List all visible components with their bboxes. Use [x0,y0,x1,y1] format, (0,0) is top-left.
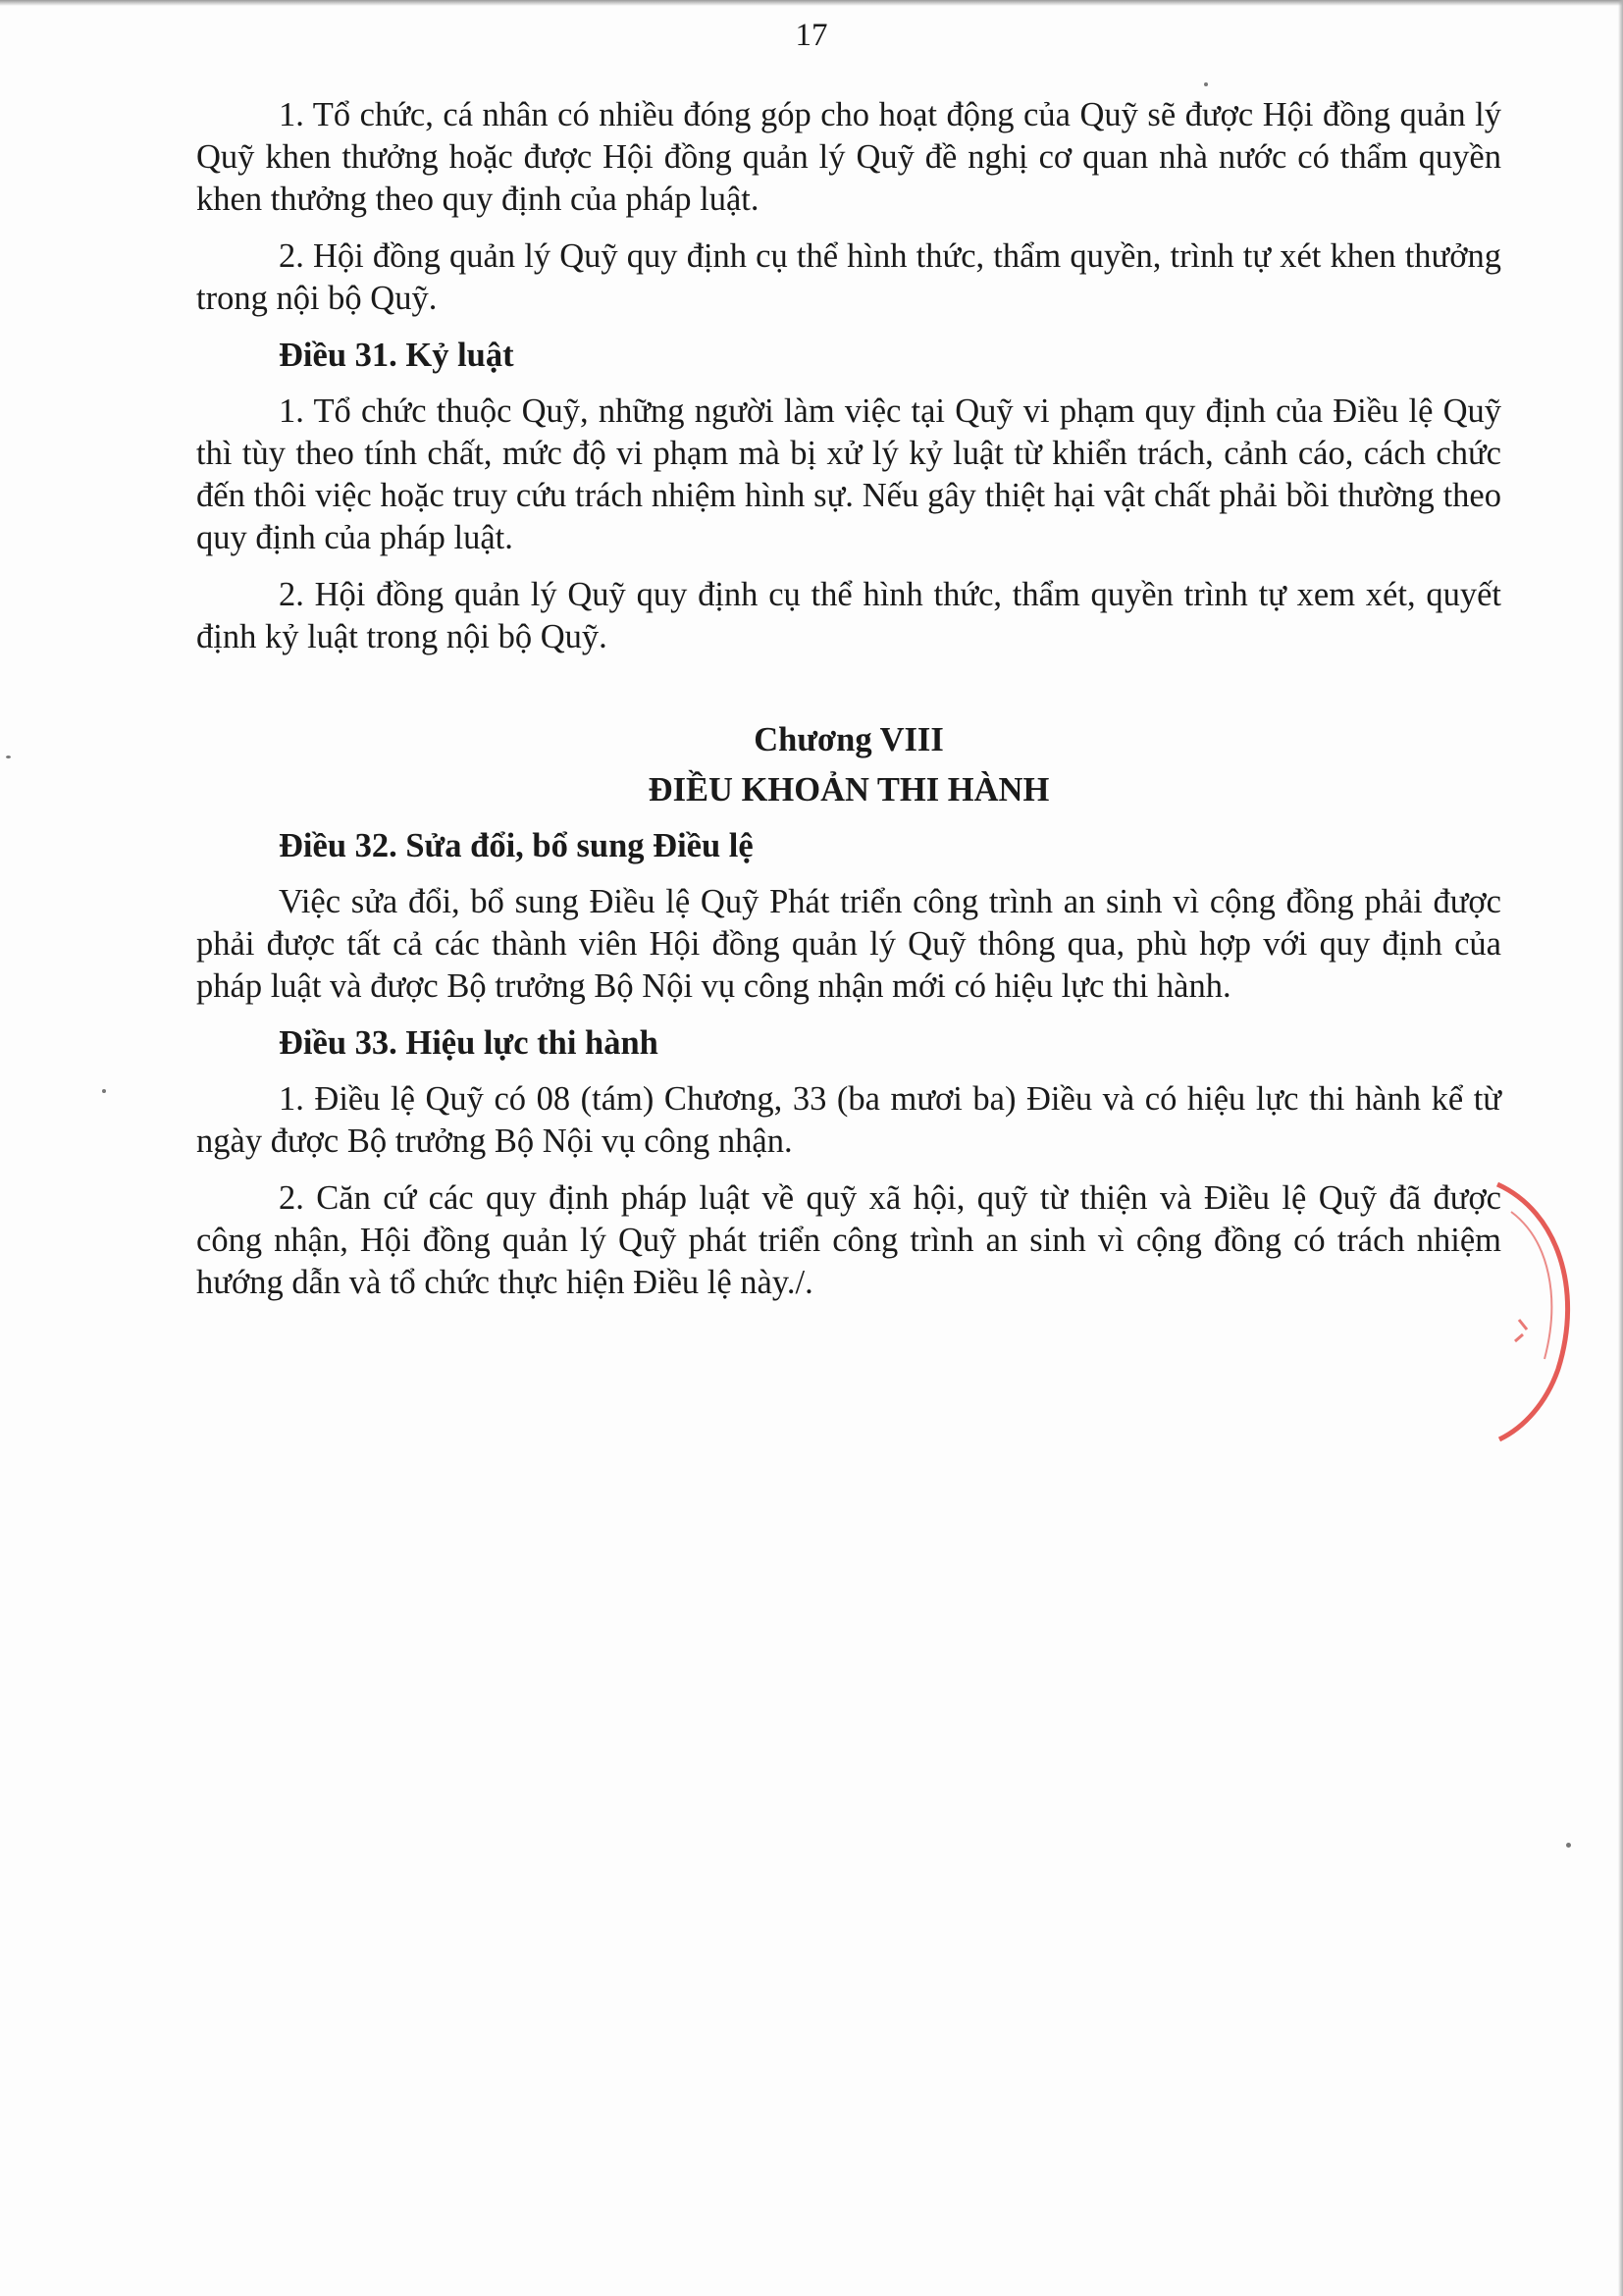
scan-speck [1566,1843,1571,1848]
scan-speck [1204,82,1208,86]
article-32-paragraph-1: Việc sửa đổi, bổ sung Điều lệ Quỹ Phát triển công trình an sinh vì cộng đồng phải được phải được tất cả các thành viên Hội đồng quản lý Quỹ thông qua, phù hợp với quy định của pháp luật và được Bộ trưởng Bộ Nội vụ công nhận mới có hiệu lực thi hành. [196,883,1501,1005]
red-seal-stamp [1490,1173,1588,1447]
article-31-paragraph-1: 1. Tổ chức thuộc Quỹ, những người làm việc tại Quỹ vi phạm quy định của Điều lệ Quỹ thì tùy theo tính chất, mức độ vi phạm mà bị xử lý kỷ luật từ khiển trách, cảnh cáo, cách chức đến thôi việc hoặc truy cứu trách nhiệm hình sự. Nếu gây thiệt hại vật chất phải bồi thường theo quy định của pháp luật. [196,392,1501,556]
chapter-title: ĐIỀU KHOẢN THI HÀNH [648,771,1050,809]
scan-speck [6,756,11,758]
document-body [196,94,1501,1319]
article-33-paragraph-2: 2. Căn cứ các quy định pháp luật về quỹ xã hội, quỹ từ thiện và Điều lệ Quỹ đã được công nhận, Hội đồng quản lý Quỹ phát triển công trình an sinh vì cộng đồng có trách nhiệm hướng dẫn và tổ chức thực hiện Điều lệ này./. [196,1179,1501,1301]
article-32-title: Điều 32. Sửa đổi, bổ sung Điều lệ [279,827,754,864]
article-33-title: Điều 33. Hiệu lực thi hành [279,1024,658,1062]
scan-speck [102,1089,106,1093]
chapter-number: Chương VIII [754,721,944,758]
paragraph-reward-1: 1. Tổ chức, cá nhân có nhiều đóng góp cho hoạt động của Quỹ sẽ được Hội đồng quản lý Quỹ khen thưởng hoặc được Hội đồng quản lý Quỹ đề nghị cơ quan nhà nước có thẩm quyền khen thưởng theo quy định của pháp luật. [196,96,1501,218]
scan-right-edge [1618,0,1623,2296]
article-33-paragraph-1: 1. Điều lệ Quỹ có 08 (tám) Chương, 33 (ba mươi ba) Điều và có hiệu lực thi hành kể từ ngày được Bộ trưởng Bộ Nội vụ công nhận. [196,1080,1501,1160]
scan-top-edge [0,0,1623,6]
article-31-paragraph-2: 2. Hội đồng quản lý Quỹ quy định cụ thể hình thức, thẩm quyền trình tự xem xét, quyết định kỷ luật trong nội bộ Quỹ. [196,576,1501,655]
article-31-title: Điều 31. Kỷ luật [279,337,514,374]
page-number: 17 [795,18,828,53]
paragraph-reward-2: 2. Hội đồng quản lý Quỹ quy định cụ thể hình thức, thẩm quyền, trình tự xét khen thưởng trong nội bộ Quỹ. [196,237,1501,317]
